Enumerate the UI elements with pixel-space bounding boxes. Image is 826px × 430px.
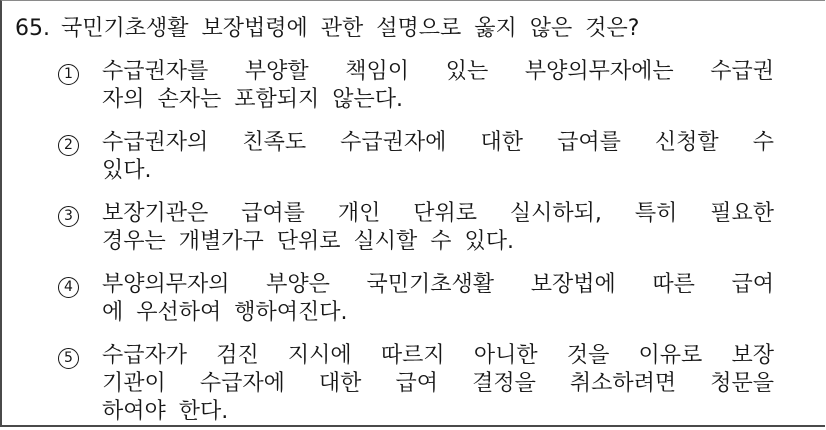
choice-2-text	[102, 129, 774, 185]
choice-2-line-2: 있다.	[102, 158, 152, 183]
choice-3-marker	[58, 200, 102, 228]
choice-1-digit: 1	[64, 66, 73, 82]
choice-1-line-2: 자의 손자는 포함되지 않는다.	[102, 87, 403, 112]
choice-1-marker	[58, 58, 102, 86]
choice-2-marker	[58, 129, 102, 157]
choice-3-text	[102, 200, 774, 256]
choice-5-line-3: 하여야 한다.	[102, 399, 229, 424]
choice-4-line-1: 부양의무자의 부양은 국민기초생활 보장법에 따른 급여	[102, 272, 774, 297]
choice-3	[58, 200, 825, 256]
choice-4	[58, 271, 825, 327]
circled-4-icon	[58, 277, 79, 298]
question-65	[2, 15, 825, 426]
choice-1	[58, 58, 825, 114]
choice-4-line-2: 에 우선하여 행하여진다.	[102, 300, 348, 325]
choice-1-text	[102, 58, 774, 114]
choice-5-digit: 5	[64, 350, 73, 366]
choice-2	[58, 129, 825, 185]
question-title: 국민기초생활 보장법령에 관한 설명으로 옳지 않은 것은?	[61, 16, 640, 41]
circled-5-icon	[58, 348, 79, 369]
circled-3-icon	[58, 206, 79, 227]
choice-3-line-2: 경우는 개별가구 단위로 실시할 수 있다.	[102, 229, 514, 254]
choice-3-line-1: 보장기관은 급여를 개인 단위로 실시하되, 특히 필요한	[102, 201, 774, 226]
choice-4-digit: 4	[64, 279, 73, 295]
choice-5	[58, 342, 825, 426]
choice-5-text	[102, 342, 774, 426]
choice-1-line-1: 수급권자를 부양할 책임이 있는 부양의무자에는 수급권	[102, 59, 774, 84]
choice-4-marker	[58, 271, 102, 299]
choice-5-line-1: 수급자가 검진 지시에 따르지 아니한 것을 이유로 보장	[102, 343, 774, 368]
choice-3-digit: 3	[64, 208, 73, 224]
choice-2-line-1: 수급권자의 친족도 수급권자에 대한 급여를 신청할 수	[102, 130, 774, 155]
choice-5-marker	[58, 342, 102, 370]
choice-5-line-2: 기관이 수급자에 대한 급여 결정을 취소하려면 청문을	[102, 371, 774, 396]
choice-4-text	[102, 271, 774, 327]
circled-2-icon	[58, 135, 79, 156]
circled-1-icon	[58, 64, 79, 85]
choice-2-digit: 2	[64, 137, 73, 153]
question-header	[15, 15, 825, 43]
question-number: 65.	[15, 16, 50, 41]
